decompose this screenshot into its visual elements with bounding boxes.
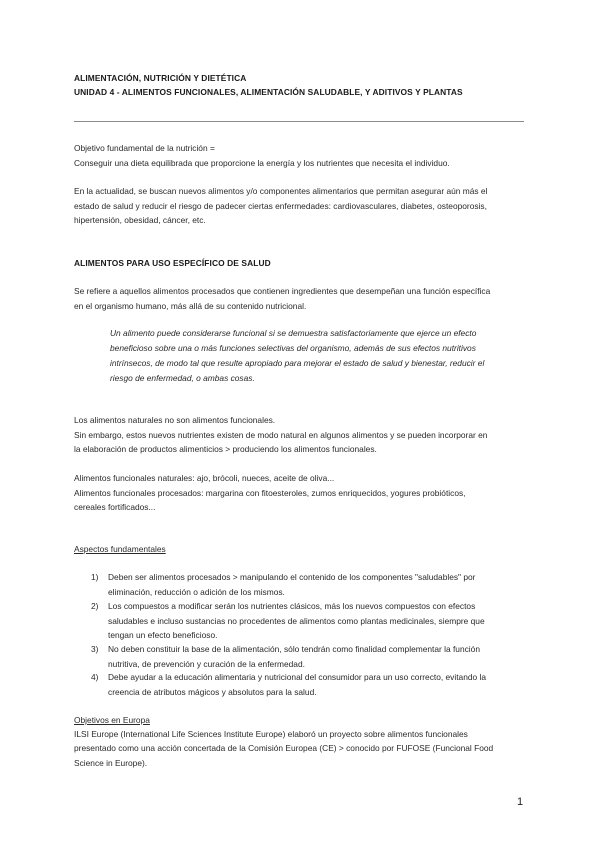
- list-item-line: eliminación, reducción o adición de los mismos.: [108, 586, 285, 597]
- current-paragraph-line: estado de salud y reducir el riesgo de padecer ciertas enfermedades: cardiovasculares, diabetes, osteoporosis,: [74, 201, 487, 211]
- natural-note-line: Los alimentos naturales no son alimentos funcionales.: [74, 415, 276, 425]
- quote-line: riesgo de enfermedad, o ambas cosas.: [110, 373, 255, 383]
- current-paragraph-line: hipertensión, obesidad, cáncer, etc.: [74, 215, 206, 225]
- current-paragraph-line: En la actualidad, se buscan nuevos alimentos y/o componentes alimentarios que permitan asegurar aún más el: [74, 186, 488, 196]
- europe-heading: Objetivos en Europa: [74, 715, 150, 725]
- list-item-line: Los compuestos a modificar serán los nutrientes clásicos, más los nuevos compuestos con efectos: [108, 601, 476, 611]
- definition-line: Se refiere a aquellos alimentos procesados que contienen ingredientes que desempeñan una función específica: [74, 286, 491, 296]
- natural-note-line: Sin embargo, estos nuevos nutrientes existen de modo natural en algunos alimentos y se pueden incorporar en: [74, 430, 488, 440]
- list-number: 2): [91, 601, 99, 611]
- list-item-line: saludables e incluso sustancias no procedentes de alimentos como plantas medicinales, siempre que: [108, 615, 485, 626]
- europe-line: ILSI Europe (International Life Sciences Institute Europe) elaboró un proyecto sobre alimentos funcionales: [74, 729, 468, 739]
- list-number: 3): [91, 644, 99, 654]
- list-number: 4): [91, 672, 99, 682]
- natural-note-line: la elaboración de productos alimenticios > produciendo los alimentos funcionales.: [74, 444, 377, 454]
- list-item-line: Deben ser alimentos procesados > manipulando el contenido de los componentes "saludables" por: [108, 572, 476, 582]
- list-item-line: Debe ayudar a la educación alimentaria y nutricional del consumidor para un uso correcto, evitando la: [108, 672, 487, 682]
- europe-line: presentado como una acción concertada de la Comisión Europea (CE) > conocido por FUFOSE (Funcional Food: [74, 743, 494, 753]
- objective-text: Conseguir una dieta equilibrada que proporcione la energía y los nutrientes que necesita el individuo.: [74, 158, 450, 168]
- header-divider: [74, 121, 524, 122]
- examples-line: Alimentos funcionales procesados: margarina con fitoesteroles, zumos enriquecidos, yogures probióticos,: [74, 488, 466, 498]
- list-number: 1): [91, 572, 99, 582]
- examples-line: Alimentos funcionales naturales: ajo, brócoli, nueces, aceite de oliva...: [74, 473, 335, 483]
- quote-line: beneficioso sobre una o más funciones selectivas del organismo, además de sus efectos nutritivos: [110, 343, 476, 353]
- list-item-line: nutritiva, de prevención y curación de la enfermedad.: [108, 658, 305, 669]
- examples-line: cereales fortificados...: [74, 502, 156, 512]
- objective-label: Objetivo fundamental de la nutrición =: [74, 143, 215, 153]
- list-item-line: No deben constituir la base de la alimentación, sólo tendrán como finalidad complementar la función: [108, 644, 480, 654]
- document-title: ALIMENTACIÓN, NUTRICIÓN Y DIETÉTICA: [74, 73, 247, 83]
- list-item-line: creencia de atributos mágicos y absolutos para la salud.: [108, 686, 317, 697]
- definition-line: en el organismo humano, más allá de su contenido nutricional.: [74, 301, 307, 311]
- page-number: 1: [517, 796, 524, 808]
- europe-line: Science in Europe).: [74, 758, 148, 768]
- quote-line: Un alimento puede considerarse funcional si se demuestra satisfactoriamente que ejerce un efecto: [110, 328, 477, 338]
- unit-title: UNIDAD 4 - ALIMENTOS FUNCIONALES, ALIMENTACIÓN SALUDABLE, Y ADITIVOS Y PLANTAS: [74, 87, 463, 97]
- list-item-line: tengan un efecto beneficioso.: [108, 630, 218, 640]
- quote-line: intrínsecos, de modo tal que resulte apropiado para mejorar el estado de salud y bienestar, reducir el: [110, 358, 485, 368]
- section-heading-health-foods: ALIMENTOS PARA USO ESPECÍFICO DE SALUD: [74, 258, 271, 268]
- aspects-heading: Aspectos fundamentales: [74, 544, 166, 554]
